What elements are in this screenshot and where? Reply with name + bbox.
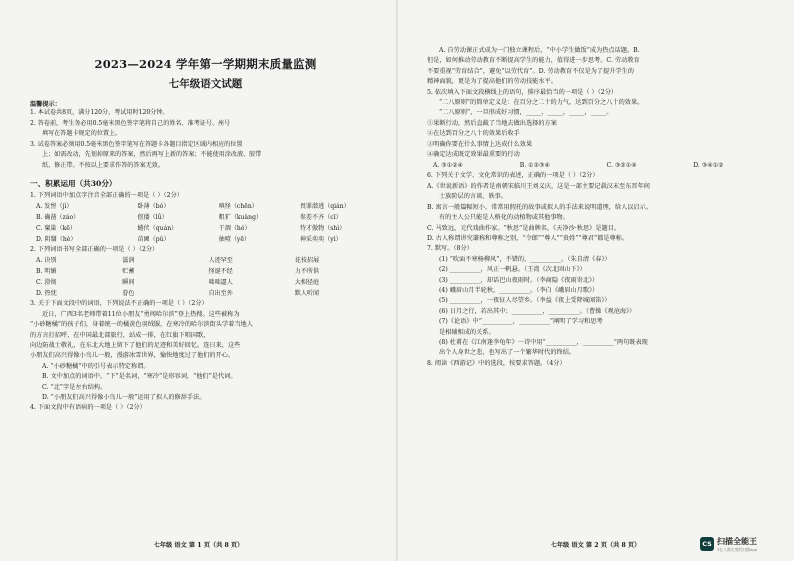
- option: D. 古人称谓讲究谦称和尊称之别，“令郎”“尊人”“贵姓”“尊君”都是尊称。: [427, 234, 629, 242]
- option: 大相径庭: [294, 279, 320, 287]
- option: 咄咄逼人: [208, 279, 233, 287]
- watermark-tagline: 3亿人都在用的扫描App: [717, 546, 758, 552]
- option: 恃才傲物（shì）: [299, 224, 346, 232]
- option: D. 热忱: [36, 290, 57, 298]
- fill-item: (2) __________，风正一帆悬。（王湾《次北固山下》）: [439, 266, 586, 274]
- fill-item: 出个人身世之悲，也写出了一个繁华时代的终结。: [439, 349, 576, 357]
- option: D. ③④①②: [693, 162, 724, 170]
- list-item: ①果断行动，然后直截了当地去做出选择的方案: [427, 119, 557, 127]
- option: A. “小砂糖橘”中的引号表示特定称谓。: [42, 362, 150, 370]
- option: 花枝招展: [294, 257, 320, 265]
- watermark-name: 扫描全能王: [717, 536, 757, 546]
- q2-options: [30, 255, 381, 299]
- option: A.《世说新语》的作者是南朝宋临川王刘义庆，这是一部主要记载汉末至东晋年间: [427, 182, 650, 190]
- option: C. “北”字是左右结构。: [42, 383, 107, 391]
- option: B. ①②③④: [519, 162, 550, 170]
- q1-options: [30, 201, 381, 245]
- fill-item: (4) 峨眉山月半轮秋，__________。（李白《峨眉山月歌》）: [439, 286, 599, 294]
- note-line: 2. 答卷前，考生务必用0.5毫米黑色签字笔将自己的姓名、准考证号、座号: [30, 119, 231, 127]
- text-line: 不要重视“劳育结合”，避免“以劳代育”。D. 劳动教育不仅是为了提升学生的: [427, 67, 634, 75]
- option: C. 窠巢（kē）: [36, 224, 76, 232]
- option: 粗犷（kuàng）: [218, 213, 263, 221]
- section-heading: 一、积累运用（共30分）: [30, 178, 117, 188]
- question-5: 5. 依次填入下面文段横线上的语句，排序最恰当的一项是（ ）（2分）: [427, 88, 618, 96]
- option: B. 文中加点的词语中，“下”是名词，“寒冷”是形容词，“他们”是代词。: [42, 373, 237, 381]
- question-4: 4. 下面文段中有语病的一项是（ ）（2分）: [30, 404, 146, 412]
- exam-page-2: [397, 0, 794, 561]
- option: B. 确凿（záo）: [36, 213, 80, 221]
- option: 默人听闻: [294, 290, 320, 298]
- text-line: A. 自劳动课正式成为一门独立课程后，“中小学生做饭”成为热点话题。B.: [439, 47, 640, 54]
- option: A. 诀别: [36, 257, 57, 265]
- q5-options: [427, 160, 780, 171]
- question-7: 7. 默写。（8分）: [427, 245, 473, 253]
- question-1: 1. 下列词语中加点字注音全部正确的一项是（ ）（2分）: [30, 191, 183, 199]
- option: A. ③①②④: [433, 162, 464, 170]
- option: C. 马致远，元代戏曲作家。“秋思”是曲牌名，《天净沙·秋思》是题目。: [427, 224, 621, 232]
- list-item: ②在达到百分之八十的效果后收手: [427, 130, 520, 138]
- option: 卧薄（bó）: [137, 202, 170, 210]
- list-item: ③明确你要在什么事情上达成什么效果: [427, 140, 533, 148]
- option: 士族阶层的言谈、轶事。: [439, 193, 508, 201]
- exam-subtitle: 七年级语文试题: [168, 78, 243, 90]
- option: 怪诞不经: [208, 268, 233, 276]
- option: 贮蓄: [122, 268, 135, 276]
- text-line: “二八原则”，一旦形成好习惯，_____，_____，_____，_____。: [439, 109, 613, 117]
- fill-item: (7)《论语》中“__________，__________”阐明了学习和思考: [439, 318, 603, 326]
- text-line: 精神面貌，更是为了提高他们的劳动技能水平。: [427, 78, 557, 86]
- option: B. 寓言一般篇幅短小，常常用假托的故事或拟人的手法来说明道理，给人以启示。: [427, 203, 653, 211]
- scanner-watermark: [700, 529, 786, 559]
- option: D. “小朋友们高兴得像小鸟儿一般”运用了拟人的修辞手法。: [42, 394, 206, 402]
- question-2: 2. 下列词语书写全部正确的一项是（ ）（2分）: [30, 245, 159, 253]
- passage-line: “小砂糖橘”的孩子们，身着统一的橘黄色羽绒服，在寒冷的哈尔滨街头学着当地人: [30, 321, 253, 329]
- fill-item: 是相辅相成的关系。: [439, 328, 495, 336]
- option: 伛偻（lǚ）: [137, 213, 168, 221]
- option: 自出至外: [208, 290, 233, 298]
- note-line: 3. 试卷答案必须用0.5毫米黑色签字笔写在答题卡各题目指定区域内相应的位置: [30, 140, 243, 148]
- option: C. 澄彻: [36, 279, 57, 287]
- option: A. 发髻（jì）: [36, 202, 73, 210]
- page-footer: 七年级 语文 第 2 页（共 8 页）: [550, 542, 641, 549]
- option: 滋润: [122, 257, 135, 265]
- option: 干涸（hé）: [218, 224, 251, 232]
- camscanner-logo-icon: CS: [700, 537, 714, 551]
- text-line: “二八原则”的简单定义是：在百分之二十的力气，达到百分之八十的效果。: [439, 99, 644, 107]
- fill-item: (6) 日月之行，若出其中；__________，__________。（曹操《观沧海》）: [439, 307, 636, 315]
- option: B. 明媚: [36, 268, 57, 276]
- exam-title: 2023—2024 学年第一学期期末质量监测: [94, 57, 317, 71]
- fill-item: (8) 杜甫在《江南逢李龟年》一诗中用“__________，__________”两句既表现: [439, 338, 648, 346]
- option: 参差不齐（cī）: [299, 213, 342, 221]
- question-6: 6. 下列关于文学、文化常识的表述，正确的一项是（ ）（2分）: [427, 172, 599, 180]
- page-footer: 七年级 语文 第 1 页（共 8 页）: [153, 542, 244, 549]
- option: 有的主人公只能是人格化的动植物或其他事物。: [439, 214, 569, 222]
- option: 人迹罕至: [208, 257, 233, 265]
- passage-line: 的方言打招呼，在中国最北部旅行，站成一排，在红旗下唱国歌，: [30, 331, 210, 339]
- list-item: ④确定达成既定效果最重要的行动: [427, 151, 520, 159]
- text-line: 但是，如何推动劳动教育不断提高学生的能力，值得进一步思考。C. 劳动教育: [427, 57, 640, 65]
- option: 力不所供: [294, 268, 320, 276]
- question-3: 3. 关于下面文段中的词语，下列说法不正确的一项是（ ）（2分）: [30, 300, 208, 308]
- option: 嗔怪（chēn）: [218, 202, 258, 210]
- option: 蜷伏（quán）: [137, 224, 178, 232]
- note-line: 填写在答题卡规定的位置上。: [42, 130, 122, 138]
- fill-item: (3) __________，却话巴山夜雨时。（李商隐《夜雨寄北》）: [439, 276, 599, 284]
- option: D. 阴翳（hè）: [36, 235, 77, 243]
- option: C. ③②①④: [606, 162, 637, 170]
- passage-line: 近日，广西3名老师带着11位小朋友“勇闯哈尔滨”登上热搜。这些被称为: [42, 310, 240, 318]
- option: 畏罪潜逃（qián）: [299, 202, 350, 210]
- note-line: 上；如需改动，先划掉原来的答案，然后再写上新的答案；不能使用涂改液、胶带: [42, 151, 262, 159]
- fill-item: (5) __________，一夜征人尽望乡。（李益《夜上受降城闻笛》）: [439, 297, 611, 305]
- passage-line: 向边防战士敬礼，在东北大地上留下了他们的足迹和美好回忆。连日来，这些: [30, 342, 241, 349]
- option: 苗圃（pǔ）: [137, 235, 170, 243]
- fill-item: (1) “吹面不寒杨柳风”，不错的，__________。（朱自清《春》）: [439, 255, 611, 263]
- question-8: 8. 阅读《西游记》中的选段，按要求答题。（4分）: [427, 359, 566, 367]
- note-line: 纸、修正带。不按以上要求作答的答案无效。: [42, 161, 164, 169]
- note-line: 1. 本试卷共8页，满分120分，考试用时120分钟。: [30, 109, 169, 116]
- option: 抽噎（yē）: [218, 235, 251, 243]
- notes-heading: 温馨提示：: [30, 101, 61, 108]
- passage-line: 小朋友们高兴得像小鸟儿一般，漫游冰雪世界，愉快地度过了他们的开心。: [30, 352, 235, 360]
- option: 神采奕奕（yì）: [299, 235, 342, 243]
- option: 瞬间: [122, 279, 135, 287]
- option: 眷色: [122, 290, 135, 298]
